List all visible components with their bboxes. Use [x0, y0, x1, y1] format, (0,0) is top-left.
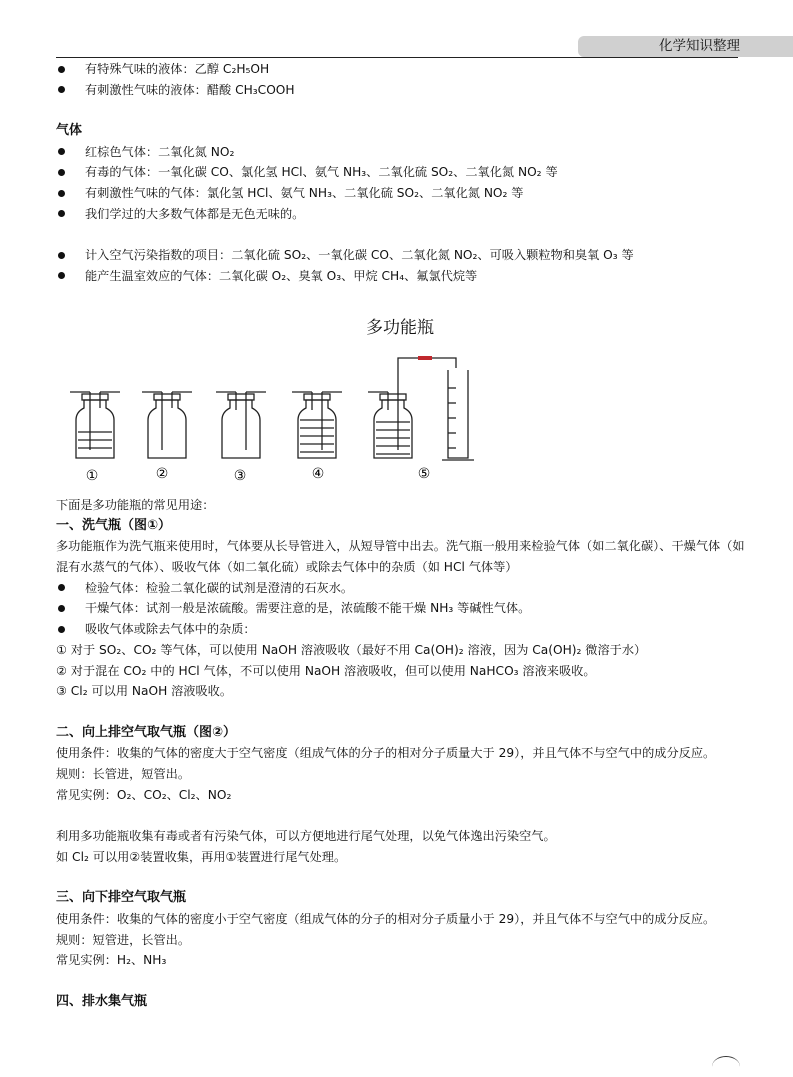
paragraph: 使用条件：收集的气体的密度大于空气密度（组成气体的分子的相对分子质量大于 29），并且气体不与空气中的成分反应。: [56, 746, 716, 761]
section-heading: 二、向上排空气取气瓶（图②）: [56, 724, 237, 740]
paragraph: 常见实例：O₂、CO₂、Cl₂、NO₂: [56, 787, 232, 802]
figure-label-2: ②: [155, 466, 169, 482]
list-item: 我们学过的大多数气体都是无色无味的。: [56, 204, 746, 225]
bottle-3-icon: [216, 392, 266, 458]
numbered-item: ① 对于 SO₂、CO₂ 等气体，可以使用 NaOH 溶液吸收（最好不用 Ca(OH)₂ 溶液，因为 Ca(OH)₂ 微溶于水）: [56, 642, 647, 657]
list-item: 计入空气污染指数的项目：二氧化硫 SO₂、一氧化碳 CO、二氧化氮 NO₂、可吸入颗粒物和臭氧 O₃ 等: [56, 245, 746, 266]
list-item: 有毒的气体：一氧化碳 CO、氯化氢 HCl、氨气 NH₃、二氧化硫 SO₂、二氧化氮 NO₂ 等: [56, 162, 746, 183]
paragraph: 如 Cl₂ 可以用②装置收集，再用①装置进行尾气处理。: [56, 849, 347, 864]
paragraph: 规则：短管进，长管出。: [56, 932, 191, 947]
numbered-item: ② 对于混在 CO₂ 中的 HCl 气体，不可以使用 NaOH 溶液吸收，但可以使用 NaHCO₃ 溶液来吸收。: [56, 663, 596, 678]
section-heading: 三、向下排空气取气瓶: [56, 890, 187, 906]
rubber-tube-icon: [418, 356, 432, 360]
paragraph: 规则：长管进，短管出。: [56, 766, 191, 781]
section-heading: 气体: [56, 123, 83, 138]
paragraph: 常见实例：H₂、NH₃: [56, 953, 167, 968]
header-divider: [56, 57, 738, 58]
section-heading: 一、洗气瓶（图①）: [56, 517, 172, 533]
list-item: 能产生温室效应的气体：二氧化碳 O₂、臭氧 O₃、甲烷 CH₄、氟氯代烷等: [56, 266, 746, 287]
paragraph: 使用条件：收集的气体的密度小于空气密度（组成气体的分子的相对分子质量小于 29），并且气体不与空气中的成分反应。: [56, 911, 716, 926]
list-item: 干燥气体：试剂一般是浓硫酸。需要注意的是，浓硫酸不能干燥 NH₃ 等碱性气体。: [56, 598, 746, 619]
figure-label-1: ①: [85, 468, 99, 484]
usage-content: [56, 495, 746, 1012]
bottle-2-icon: [142, 392, 192, 458]
bottle-5-icon: [368, 358, 474, 460]
bottle-1-icon: [70, 392, 120, 458]
list-item: 有特殊气味的液体：乙醇 C₂H₅OH: [56, 59, 746, 80]
multifunction-bottle-figure: [56, 348, 496, 488]
page-corner-mark: [712, 1056, 740, 1077]
top-list: [56, 59, 746, 100]
bottle-4-icon: [292, 392, 342, 458]
list-item: 检验气体：检验二氧化碳的试剂是澄清的石灰水。: [56, 578, 746, 599]
list-item: 吸收气体或除去气体中的杂质：: [56, 619, 746, 640]
page-header-title: 化学知识整理: [659, 38, 740, 54]
list-item: 有刺激性气味的液体：醋酸 CH₃COOH: [56, 80, 746, 101]
intro-text: 下面是多功能瓶的常见用途：: [56, 498, 215, 512]
section-heading: 四、排水集气瓶: [56, 993, 148, 1009]
figure-label-3: ③: [233, 468, 247, 484]
list-item: 有刺激性气味的气体：氯化氢 HCl、氨气 NH₃、二氧化硫 SO₂、二氧化氮 NO₂ 等: [56, 183, 746, 204]
figure-label-5: ⑤: [417, 466, 431, 482]
numbered-item: ③ Cl₂ 可以用 NaOH 溶液吸收。: [56, 684, 233, 699]
paragraph: 利用多功能瓶收集有毒或者有污染气体，可以方便地进行尾气处理，以免气体逸出污染空气。: [56, 829, 556, 844]
list-item: 红棕色气体：二氧化氮 NO₂: [56, 142, 746, 163]
figure-label-4: ④: [311, 466, 325, 482]
paragraph: 多功能瓶作为洗气瓶来使用时，气体要从长导管进入，从短导管中出去。洗气瓶一般用来检验气体（如二氧化碳）、干燥气体（如混有水蒸气的气体）、吸收气体（如二氧化硫）或除去气体中的杂质（如 HCl 气体等）: [56, 539, 745, 575]
figure-title: 多功能瓶: [366, 318, 434, 338]
gas-section: [56, 121, 746, 287]
